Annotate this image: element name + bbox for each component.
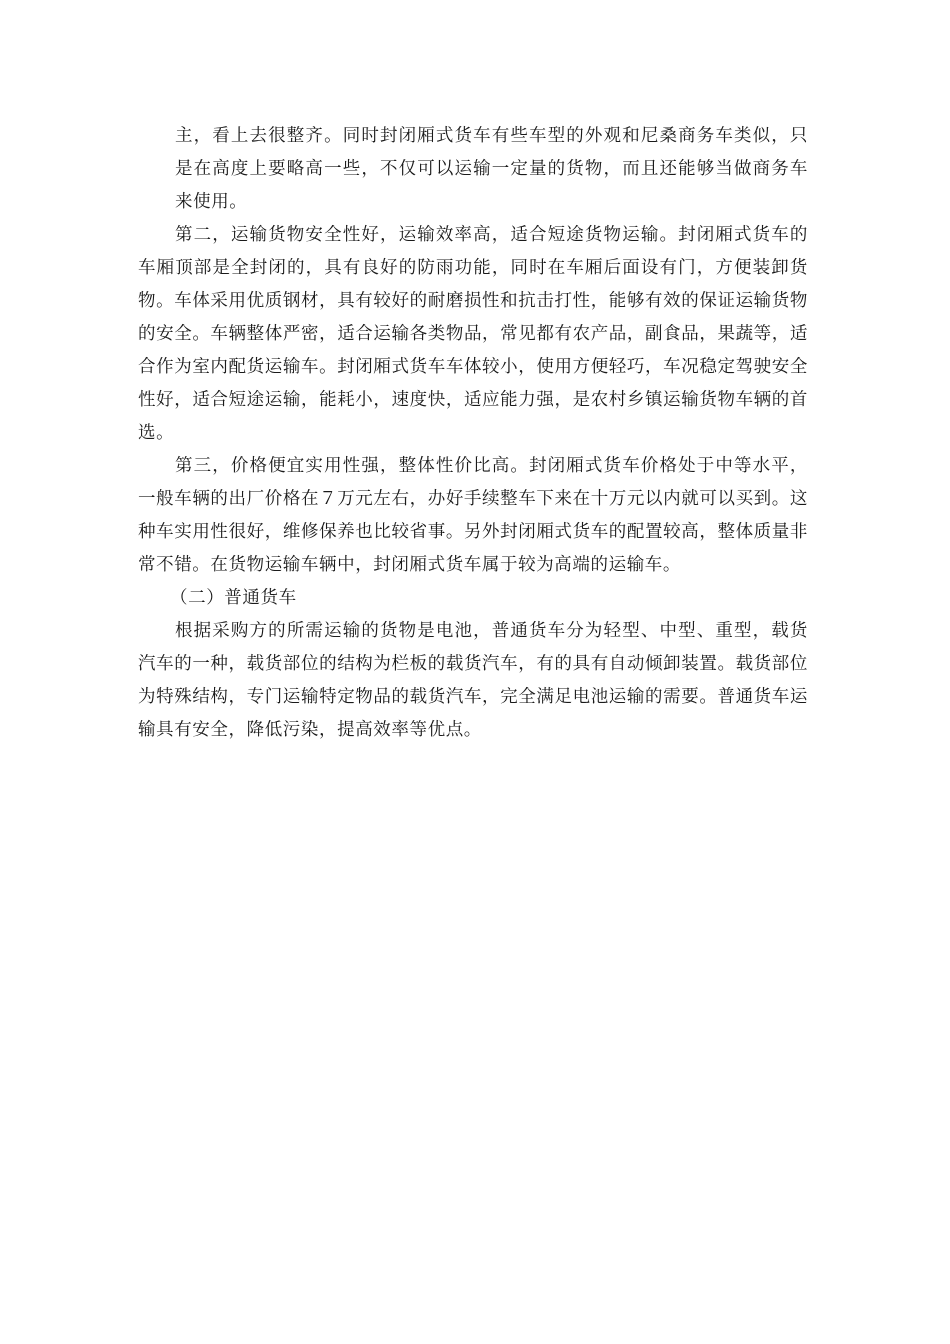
document-body <box>138 120 808 747</box>
paragraph-regular-truck: 根据采购方的所需运输的货物是电池，普通货车分为轻型、中型、重型，载货汽车的一种，载货部位的结构为栏板的载货汽车，有的具有自动倾卸装置。载货部位为特殊结构，专门运输特定物品的载货汽车，完全满足电池运输的需要。普通货车运输具有安全，降低污染，提高效率等优点。 <box>138 621 808 740</box>
paragraph-second-point: 第二，运输货物安全性好，运输效率高，适合短途货物运输。封闭厢式货车的车厢顶部是全封闭的，具有良好的防雨功能，同时在车厢后面设有门，方便装卸货物。车体采用优质钢材，具有较好的耐磨损性和抗击打性，能够有效的保证运输货物的安全。车辆整体严密，适合运输各类物品，常见都有农产品，副食品，果蔬等，适合作为室内配货运输车。封闭厢式货车车体较小，使用方便轻巧，车况稳定驾驶安全性好，适合短途运输，能耗小，速度快，适应能力强，是农村乡镇运输货物车辆的首选。 <box>138 225 808 443</box>
paragraph-third-point: 第三，价格便宜实用性强，整体性价比高。封闭厢式货车价格处于中等水平，一般车辆的出厂价格在７万元左右，办好手续整车下来在十万元以内就可以买到。这种车实用性很好，维修保养也比较省事。另外封闭厢式货车的配置较高，整体质量非常不错。在货物运输车辆中，封闭厢式货车属于较为高端的运输车。 <box>138 456 808 575</box>
section-heading: （二）普通货车 <box>170 588 297 608</box>
paragraph-continued: 主，看上去很整齐。同时封闭厢式货车有些车型的外观和尼桑商务车类似，只是在高度上要略高一些，不仅可以运输一定量的货物，而且还能够当做商务车来使用。 <box>175 126 808 212</box>
